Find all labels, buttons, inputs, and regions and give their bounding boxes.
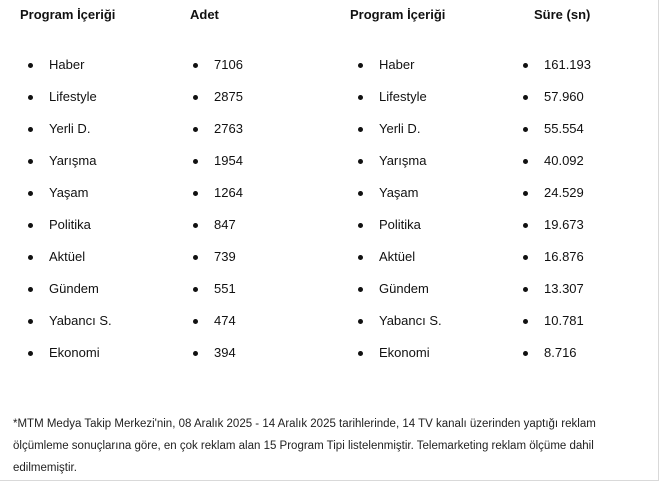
program-label: Aktüel (379, 249, 416, 264)
program-label: Yabancı S. (49, 313, 112, 328)
bullet-icon (523, 287, 528, 292)
program-label: Yaşam (49, 185, 89, 200)
bullet-icon (28, 319, 33, 324)
bullet-icon (358, 191, 363, 196)
program-label: Ekonomi (49, 345, 100, 360)
count-value: 1954 (214, 153, 243, 168)
duration-value: 10.781 (544, 313, 584, 328)
duration-value: 161.193 (544, 57, 591, 72)
bullet-icon (28, 127, 33, 132)
count-value: 739 (214, 249, 236, 264)
duration-value: 13.307 (544, 281, 584, 296)
bullet-icon (523, 255, 528, 260)
bullet-icon (523, 127, 528, 132)
program-label: Politika (49, 217, 91, 232)
bullet-icon (28, 255, 33, 260)
bullet-icon (28, 95, 33, 100)
duration-value: 19.673 (544, 217, 584, 232)
bullet-icon (358, 255, 363, 260)
program-label: Yarışma (379, 153, 427, 168)
bullet-icon (193, 127, 198, 132)
bullet-icon (358, 159, 363, 164)
bullet-icon (193, 319, 198, 324)
bullet-icon (523, 191, 528, 196)
program-label: Yabancı S. (379, 313, 442, 328)
duration-value: 8.716 (544, 345, 577, 360)
bullet-icon (193, 351, 198, 356)
bullet-icon (28, 63, 33, 68)
bullet-icon (193, 159, 198, 164)
bullet-icon (193, 255, 198, 260)
bullet-icon (28, 159, 33, 164)
bullet-icon (523, 63, 528, 68)
count-value: 551 (214, 281, 236, 296)
count-value: 394 (214, 345, 236, 360)
header-duration: Süre (sn) (534, 7, 591, 22)
bullet-icon (358, 127, 363, 132)
program-label: Aktüel (49, 249, 86, 264)
bullet-icon (193, 63, 198, 68)
bullet-icon (358, 223, 363, 228)
bullet-icon (523, 351, 528, 356)
count-value: 1264 (214, 185, 243, 200)
duration-value: 16.876 (544, 249, 584, 264)
bullet-icon (28, 223, 33, 228)
program-label: Ekonomi (379, 345, 430, 360)
bullet-icon (358, 287, 363, 292)
program-label: Yarışma (49, 153, 97, 168)
program-label: Gündem (49, 281, 99, 296)
bullet-icon (28, 191, 33, 196)
bullet-icon (193, 95, 198, 100)
bullet-icon (28, 287, 33, 292)
bullet-icon (523, 95, 528, 100)
program-label: Yerli D. (379, 121, 421, 136)
program-label: Haber (49, 57, 85, 72)
bullet-icon (358, 319, 363, 324)
header-count: Adet (190, 7, 219, 22)
count-value: 847 (214, 217, 236, 232)
count-value: 474 (214, 313, 236, 328)
duration-value: 40.092 (544, 153, 584, 168)
program-label: Yaşam (379, 185, 419, 200)
bullet-icon (193, 287, 198, 292)
program-label: Politika (379, 217, 421, 232)
bullet-icon (523, 159, 528, 164)
program-label: Yerli D. (49, 121, 91, 136)
program-label: Gündem (379, 281, 429, 296)
bullet-icon (28, 351, 33, 356)
bullet-icon (358, 351, 363, 356)
bullet-icon (193, 191, 198, 196)
program-label: Haber (379, 57, 415, 72)
bullet-icon (358, 63, 363, 68)
count-value: 7106 (214, 57, 243, 72)
header-count-program: Program İçeriği (20, 7, 116, 22)
count-value: 2763 (214, 121, 243, 136)
count-value: 2875 (214, 89, 243, 104)
duration-value: 55.554 (544, 121, 584, 136)
bullet-icon (358, 95, 363, 100)
program-label: Lifestyle (49, 89, 97, 104)
footnote: *MTM Medya Takip Merkezi'nin, 08 Aralık 2025 - 14 Aralık 2025 tarihlerinde, 14 TV kanalı üzerinden yaptığı reklam ölçümleme sonuçlarına göre, en çok reklam alan 15 Program Tipi listelenmiştir. Telemarketing reklam ölçüme dahil edilmemiştir. (13, 418, 596, 474)
bullet-icon (193, 223, 198, 228)
duration-value: 57.960 (544, 89, 584, 104)
bullet-icon (523, 319, 528, 324)
header-duration-program: Program İçeriği (350, 7, 446, 22)
duration-value: 24.529 (544, 185, 584, 200)
bullet-icon (523, 223, 528, 228)
program-label: Lifestyle (379, 89, 427, 104)
